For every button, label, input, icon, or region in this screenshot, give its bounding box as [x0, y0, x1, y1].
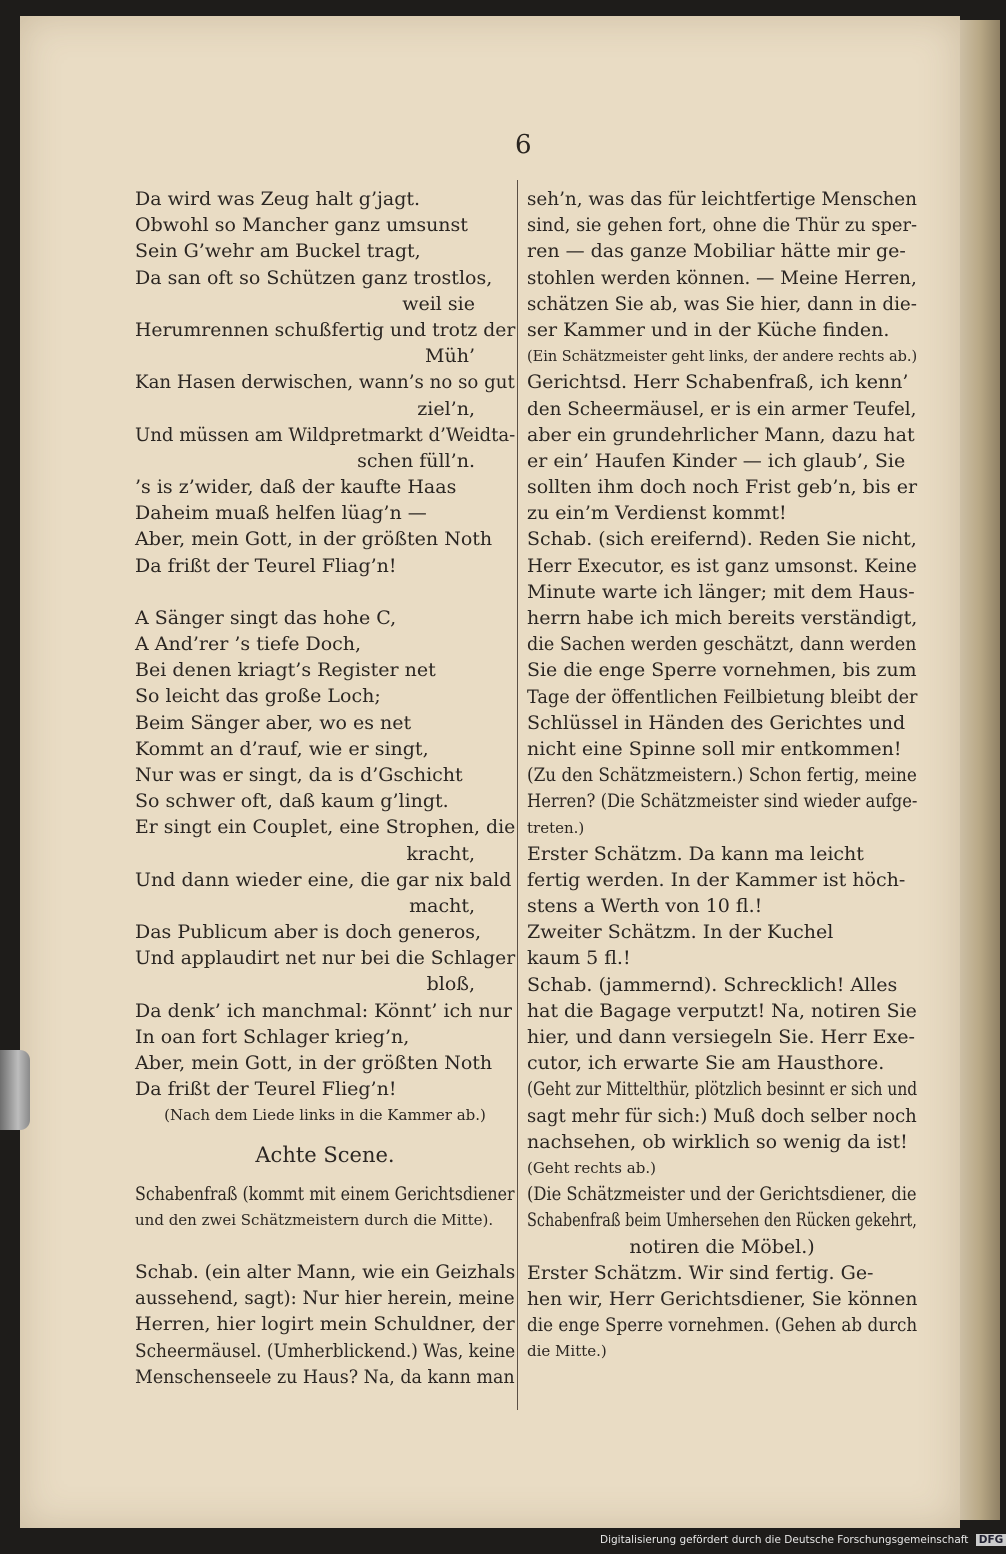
text-line: Schabenfraß beim Umhersehen den Rücken gekehrt,	[527, 1209, 917, 1232]
text-line: sagt mehr für sich:) Muß doch selber noch	[527, 1104, 917, 1127]
text-line: Nur was er singt, da is d’Gschicht	[135, 763, 463, 786]
text-line: Gerichtsd. Herr Schabenfraß, ich kenn’	[527, 371, 909, 394]
text-line: sollten ihm doch noch Frist geb’n, bis er	[527, 476, 918, 499]
text-line: (Zu den Schätzmeistern.) Schon fertig, meine	[527, 764, 917, 787]
text-line: die enge Sperre vornehmen. (Gehen ab durch	[527, 1314, 918, 1337]
text-line: (Ein Schätzmeister geht links, der andere rechts ab.)	[527, 347, 918, 366]
text-line: Herumrennen schußfertig und trotz der	[135, 318, 516, 341]
scroll-handle[interactable]	[0, 1050, 30, 1130]
stanza-gap	[135, 1233, 515, 1259]
text-line: Tage der öffentlichen Feilbietung bleibt der	[527, 685, 918, 708]
text-line: Schab. (ein alter Mann, wie ein Geizhals	[135, 1260, 516, 1283]
text-line: macht,	[409, 894, 475, 917]
footer	[600, 1534, 1004, 1546]
text-line: Da frißt der Teurel Flieg’n!	[135, 1078, 397, 1101]
text-line: den Scheermäusel, er is ein armer Teufel,	[527, 397, 917, 420]
text-line: weil sie	[402, 292, 475, 315]
text-line: Schab. (jammernd). Schrecklich! Alles	[527, 973, 898, 996]
text-line: So schwer oft, daß kaum g’lingt.	[135, 790, 449, 813]
text-line: Erster Schätzm. Da kann ma leicht	[527, 842, 864, 865]
text-line: ziel’n,	[417, 397, 475, 420]
text-line: schätzen Sie ab, was Sie hier, dann in die-	[527, 292, 917, 315]
text-line: Das Publicum aber is doch generos,	[135, 921, 482, 944]
text-line: Zweiter Schätzm. In der Kuchel	[527, 921, 834, 944]
text-line: stohlen werden können. — Meine Herren,	[527, 266, 917, 289]
right-column	[527, 186, 917, 1364]
text-line: ser Kammer und in der Küche finden.	[527, 318, 890, 341]
scene-heading: Achte Scene.	[255, 1142, 395, 1167]
text-line: Scheermäusel. (Umherblickend.) Was, keine	[135, 1339, 516, 1362]
text-line: hen wir, Herr Gerichtsdiener, Sie können	[527, 1287, 918, 1310]
text-line: Aber, mein Gott, in der größten Noth	[135, 528, 493, 551]
text-line: Schab. (sich ereifernd). Reden Sie nicht,	[527, 528, 917, 551]
page-number: 6	[515, 130, 532, 160]
text-line: hat die Bagage verputzt! Na, notiren Sie	[527, 999, 917, 1022]
text-line: Da san oft so Schützen ganz trostlos,	[135, 266, 493, 289]
text-line: er ein’ Haufen Kinder — ich glaub’, Sie	[527, 449, 906, 472]
text-line: Kommt an d’rauf, wie er singt,	[135, 737, 429, 760]
text-line: (Geht rechts ab.)	[527, 1158, 656, 1177]
text-line: Sie die enge Sperre vornehmen, bis zum	[527, 659, 917, 682]
text-line: die Sachen werden geschätzt, dann werden	[527, 633, 917, 656]
text-line: Beim Sänger aber, wo es net	[135, 711, 412, 734]
text-line: aber ein grundehrlicher Mann, dazu hat	[527, 423, 915, 446]
page-edge	[960, 20, 1000, 1520]
text-line: Da frißt der Teurel Fliag’n!	[135, 554, 397, 577]
text-line: nicht eine Spinne soll mir entkommen!	[527, 737, 902, 760]
text-line: Bei denen kriagt’s Register net	[135, 659, 436, 682]
text-line: zu ein’m Verdienst kommt!	[527, 502, 787, 525]
text-line: Menschenseele zu Haus? Na, da kann man	[135, 1365, 515, 1388]
text-line: nachsehen, ob wirklich so wenig da ist!	[527, 1130, 908, 1153]
text-line: kracht,	[406, 842, 475, 865]
text-line: ren — das ganze Mobiliar hätte mir ge-	[527, 240, 906, 263]
text-line: Und müssen am Wildpretmarkt d’Weidta-	[135, 423, 516, 446]
text-line: Er singt ein Couplet, eine Strophen, die	[135, 816, 516, 839]
text-line: Herren, hier logirt mein Schuldner, der	[135, 1313, 515, 1336]
text-line: hier, und dann versiegeln Sie. Herr Exe-	[527, 1026, 915, 1048]
text-line: Und dann wieder eine, die gar nix bald	[135, 868, 512, 891]
text-line: Obwohl so Mancher ganz umsunst	[135, 214, 468, 237]
text-line: herrn habe ich mich bereits verständigt,	[527, 607, 918, 629]
text-line: bloß,	[426, 973, 475, 996]
text-line: Kan Hasen derwischen, wann’s no so gut	[135, 371, 515, 394]
stage-direction: (Nach dem Liede links in die Kammer ab.)	[164, 1106, 486, 1125]
text-line: seh’n, was das für leichtfertige Menschen	[527, 188, 917, 210]
text-line: schen füll’n.	[357, 449, 475, 472]
text-line: Erster Schätzm. Wir sind fertig. Ge-	[527, 1261, 874, 1284]
text-line: In oan fort Schlager krieg’n,	[135, 1025, 410, 1048]
text-line: Schabenfraß (kommt mit einem Gerichtsdiener	[135, 1182, 515, 1205]
text-line: notiren die Möbel.)	[629, 1235, 815, 1258]
text-line: (Die Schätzmeister und der Gerichtsdiener, die	[527, 1183, 917, 1206]
text-line: Müh’	[425, 345, 475, 368]
text-line: treten.)	[527, 818, 585, 837]
column-divider	[517, 180, 518, 1410]
text-line: fertig werden. In der Kammer ist höch-	[527, 868, 906, 891]
text-line: So leicht das große Loch;	[135, 685, 381, 708]
text-line: Und applaudirt net nur bei die Schlager	[135, 947, 516, 970]
text-line: und den zwei Schätzmeistern durch die Mitte).	[135, 1210, 494, 1229]
text-line: cutor, ich erwarte Sie am Hausthore.	[527, 1052, 885, 1075]
text-line: A Sänger singt das hohe C,	[135, 606, 397, 629]
text-line: sind, sie gehen fort, ohne die Thür zu sper-	[527, 214, 918, 237]
text-line: A And’rer ’s tiefe Doch,	[135, 633, 362, 655]
footer-text: Digitalisierung gefördert durch die Deutsche Forschungsgemeinschaft	[600, 1534, 969, 1546]
text-line: kaum 5 fl.!	[527, 947, 631, 970]
text-line: Herr Executor, es ist ganz umsonst. Keine	[527, 554, 917, 577]
text-line: ’s is z’wider, daß der kaufte Haas	[135, 476, 457, 499]
stanza-gap	[135, 579, 515, 605]
text-line: (Geht zur Mittelthür, plötzlich besinnt er sich und	[527, 1078, 918, 1101]
text-line: aussehend, sagt): Nur hier herein, meine	[135, 1287, 515, 1310]
text-line: Minute warte ich länger; mit dem Haus-	[527, 580, 915, 603]
text-line: Herren? (Die Schätzmeister sind wieder aufge-	[527, 790, 918, 813]
text-line: Schlüssel in Händen des Gerichtes und	[527, 711, 906, 734]
text-line: Da wird was Zeug halt g’jagt.	[135, 188, 421, 210]
text-line: Da denk’ ich manchmal: Könnt’ ich nur	[135, 999, 513, 1022]
text-line: Aber, mein Gott, in der größten Noth	[135, 1052, 493, 1074]
left-column	[135, 186, 515, 1390]
text-line: stens a Werth von 10 fl.!	[527, 895, 763, 918]
dfg-logo: DFG	[976, 1534, 1006, 1546]
text-line: Sein G’wehr am Buckel tragt,	[135, 240, 421, 263]
text-line: die Mitte.)	[527, 1342, 607, 1361]
text-line: Daheim muaß helfen lüag’n —	[135, 502, 427, 525]
